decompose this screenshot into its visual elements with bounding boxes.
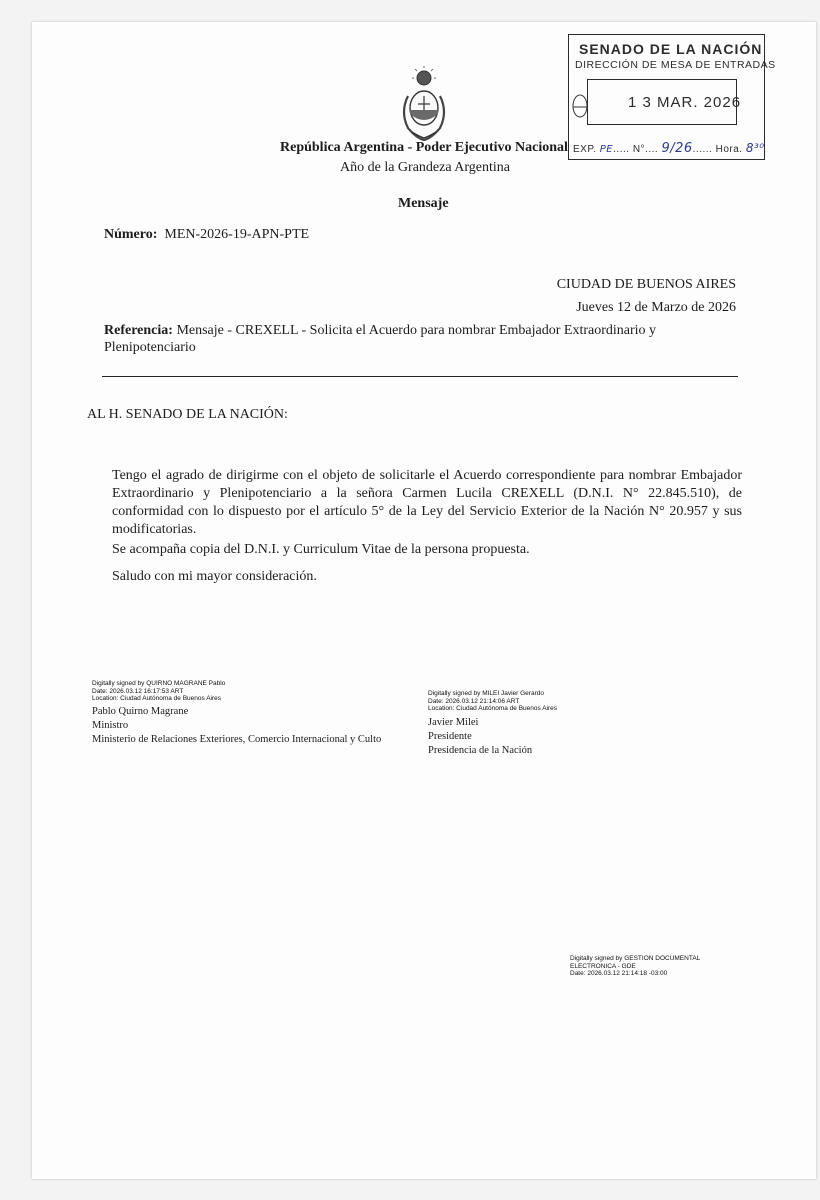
- signer-role: Ministro: [92, 720, 129, 731]
- digital-signature-line: Date: 2026.03.12 16:17:53 ART: [92, 687, 184, 695]
- stamp-expediente-line: EXP. PE..... N°.... 9/26...... Hora. 8³⁰: [573, 141, 765, 156]
- document-number: [104, 227, 309, 243]
- salutation: AL H. SENADO DE LA NACIÓN:: [87, 407, 288, 422]
- signer-org: Ministerio de Relaciones Exteriores, Comercio Internacional y Culto: [92, 734, 382, 745]
- senate-reception-stamp: [568, 34, 776, 160]
- stamp-date-box: [587, 79, 742, 125]
- reference-text: Mensaje - CREXELL - Solicita el Acuerdo para nombrar Embajador Extraordinario y Plenipotenciario: [104, 323, 657, 355]
- header-year-motto: Año de la Grandeza Argentina: [340, 160, 511, 175]
- digital-signature-line: Date: 2026.03.12 21:14:18 -03:00: [570, 970, 668, 977]
- digital-signature-line: Digitally signed by MILEI Javier Gerardo: [428, 690, 544, 697]
- document-title: Mensaje: [398, 196, 449, 211]
- num-value: 9/26: [661, 141, 693, 156]
- number-label: Número:: [104, 227, 158, 242]
- closing: Saludo con mi mayor consideración.: [112, 569, 317, 584]
- digital-signature-line: Digitally signed by GESTION DOCUMENTAL: [570, 955, 701, 962]
- reference-label: Referencia:: [104, 323, 173, 338]
- signer-org: Presidencia de la Nación: [428, 745, 533, 756]
- signer-role: Presidente: [428, 731, 472, 742]
- digital-signature-2: [428, 690, 557, 713]
- hora-label: Hora: [715, 144, 740, 155]
- stamp-date: 1 3 MAR. 2026: [628, 94, 742, 111]
- number-value: MEN-2026-19-APN-PTE: [164, 227, 310, 242]
- reference: [104, 322, 724, 356]
- signer-name: Javier Milei: [428, 717, 479, 728]
- stamp-title: SENADO DE LA NACIÓN: [579, 41, 763, 57]
- digital-signature-line: ELECTRONICA - GDE: [570, 962, 636, 970]
- header-government: República Argentina - Poder Ejecutivo Nacional: [280, 140, 568, 155]
- document-page: [32, 22, 816, 1179]
- digital-signature-line: Date: 2026.03.12 21:14:06 ART: [428, 697, 520, 705]
- signer-1: [92, 705, 381, 747]
- digital-signature-line: Digitally signed by QUIRNO MAGRANE Pablo: [92, 680, 226, 687]
- divider: [102, 376, 738, 377]
- coat-of-arms-icon: [398, 66, 450, 150]
- digital-signature-line: Location: Ciudad Autónoma de Buenos Aires: [92, 695, 222, 702]
- exp-label: EXP.: [573, 144, 597, 155]
- body-paragraph-2: Se acompaña copia del D.N.I. y Curriculum Vitae de la persona propuesta.: [112, 542, 530, 557]
- place: CIUDAD DE BUENOS AIRES: [556, 277, 736, 292]
- num-label: N°: [632, 144, 646, 155]
- hora-value: 8³⁰: [745, 141, 765, 155]
- signer-name: Pablo Quirno Magrane: [92, 706, 189, 717]
- signer-2: [428, 716, 532, 758]
- document-date: Jueves 12 de Marzo de 2026: [576, 300, 736, 315]
- exp-value: PE: [599, 144, 614, 155]
- digital-signature-line: Location: Ciudad Autónoma de Buenos Aires: [428, 705, 558, 712]
- body-paragraph-1: Tengo el agrado de dirigirme con el objeto de solicitarle el Acuerdo correspondiente para nombrar Embajador Extraordinario y Plenipotenciario a la señora Carmen Lucila CREXELL (D.N.I. N° 22.845.510), de conformidad con lo dispuesto por el artículo 5° de la Ley del Servicio Exterior de la Nación N° 20.957 y sus modificatorias.: [112, 468, 742, 537]
- stamp-subtitle: DIRECCIÓN DE MESA DE ENTRADAS: [575, 59, 776, 71]
- gde-digital-signature: [570, 955, 700, 978]
- digital-signature-1: [92, 680, 225, 703]
